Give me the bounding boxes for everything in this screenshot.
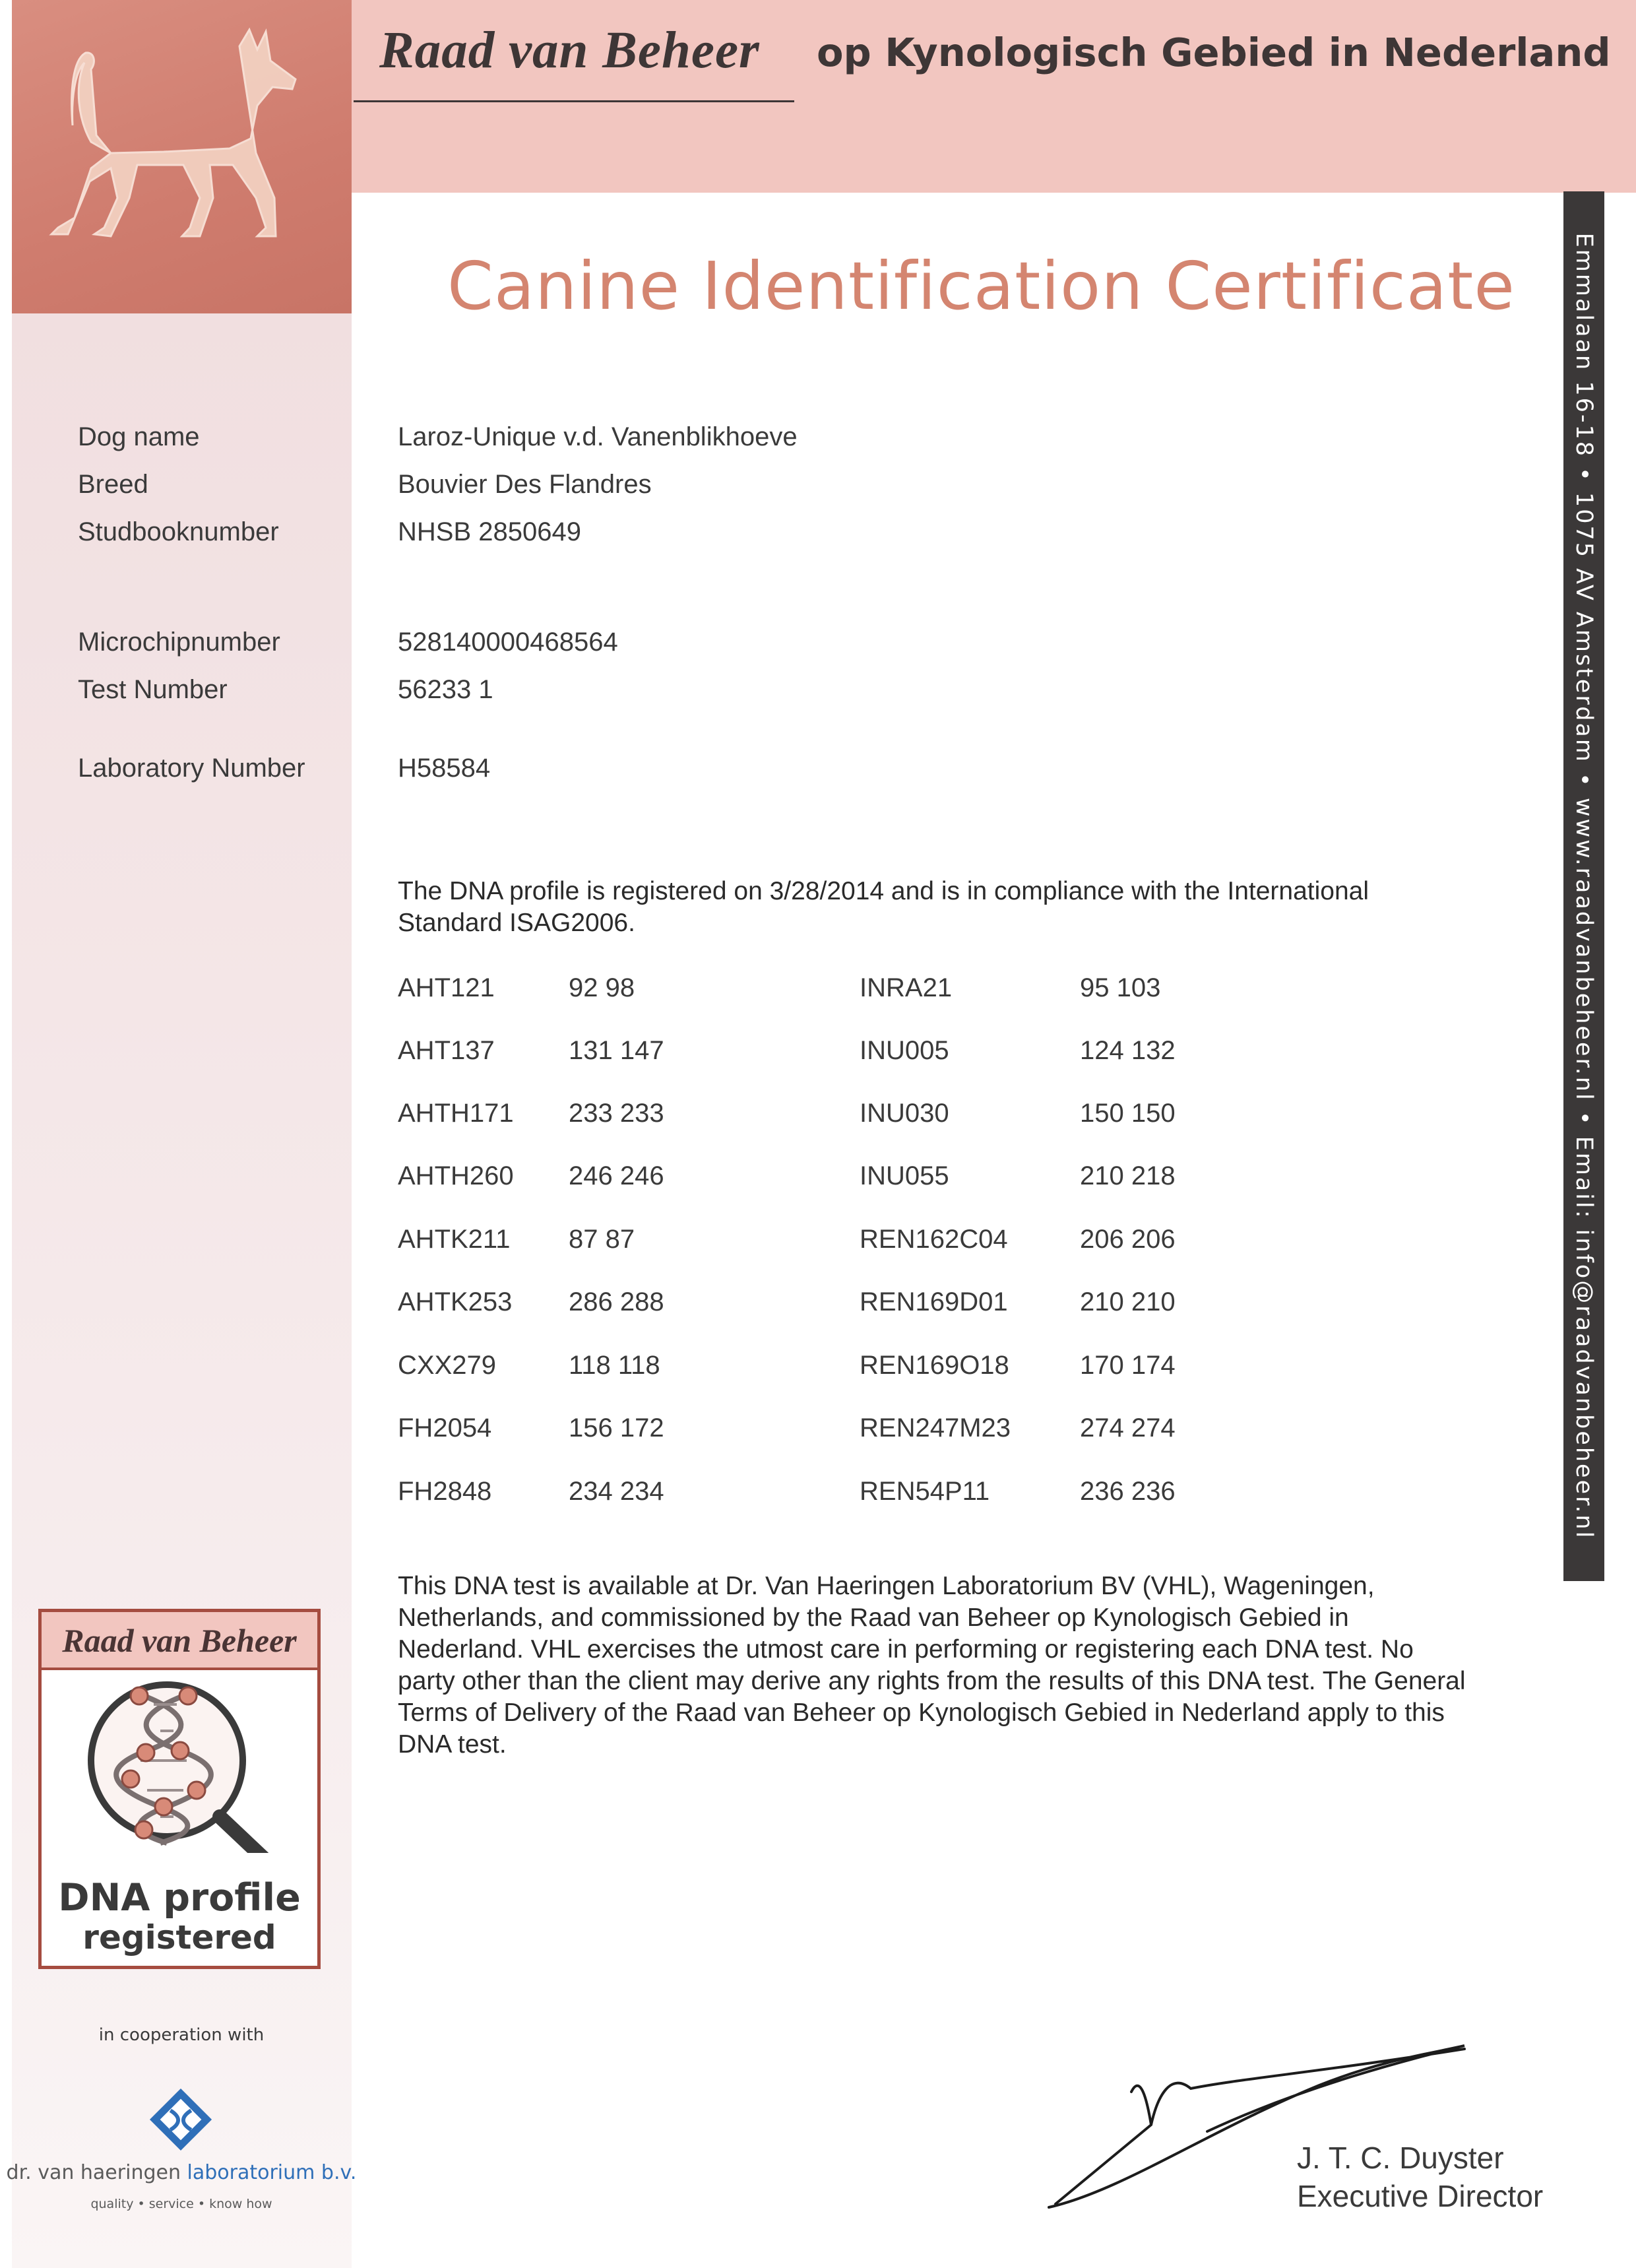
profile-statement: The DNA profile is registered on 3/28/2014 and is in compliance with the International Standard ISAG2006. — [398, 877, 1369, 937]
breed-label: Breed — [78, 470, 148, 499]
marker-alleles: 286 288 — [569, 1287, 664, 1316]
test-number-label: Test Number — [78, 675, 228, 704]
marker-locus: REN54P11 — [860, 1477, 990, 1506]
studbook-label: Studbooknumber — [78, 517, 279, 546]
lab-number-value: H58584 — [398, 754, 491, 783]
marker-locus: AHTK211 — [398, 1225, 511, 1254]
marker-alleles: 87 87 — [569, 1225, 635, 1254]
marker-row — [398, 1161, 1255, 1194]
dna-magnifier-icon — [61, 1675, 292, 1853]
marker-row — [398, 973, 1255, 1006]
left-sidebar-band — [12, 313, 352, 2268]
marker-row — [398, 1477, 1255, 1510]
marker-row — [398, 1225, 1255, 1258]
marker-row — [398, 1036, 1255, 1069]
marker-alleles: 206 206 — [1080, 1225, 1176, 1254]
lab-name-part2: laboratorium b.v. — [187, 2161, 357, 2184]
marker-alleles: 150 150 — [1080, 1099, 1176, 1128]
test-number-value: 56233 1 — [398, 675, 493, 704]
microchip-label: Microchipnumber — [78, 628, 280, 657]
marker-alleles: 95 103 — [1080, 973, 1161, 1002]
marker-locus: INU030 — [860, 1099, 949, 1128]
marker-locus: AHTH171 — [398, 1099, 514, 1128]
certificate-title: Canine Identification Certificate — [447, 247, 1515, 325]
marker-locus: REN247M23 — [860, 1413, 1011, 1442]
marker-locus: INU055 — [860, 1161, 949, 1190]
marker-locus: AHT121 — [398, 973, 495, 1002]
marker-alleles: 92 98 — [569, 973, 635, 1002]
cooperation-text: in cooperation with — [98, 2025, 265, 2045]
disclaimer-text: This DNA test is available at Dr. Van Haeringen Laboratorium BV (VHL), Wageningen, Netherlands, and commissioned by the Raad van Beheer op Kynologisch Gebied in Nederland. VHL exercises the utmost care in performing or registering each DNA test. No party other than the client may derive any rights from the results of this DNA test. The General Terms of Delivery of the Raad van Beheer op Kynologisch Gebied in Nederland apply to this DNA test. — [398, 1572, 1466, 1759]
marker-alleles: 233 233 — [569, 1099, 664, 1128]
lab-name — [0, 2161, 363, 2184]
marker-locus: REN169O18 — [860, 1351, 1009, 1380]
microchip-value: 528140000468564 — [398, 628, 618, 657]
dna-profile-seal — [38, 1609, 321, 1969]
marker-alleles: 170 174 — [1080, 1351, 1176, 1380]
org-name-italic: Raad van Beheer — [379, 22, 760, 79]
lab-name-part1: dr. van haeringen — [6, 2161, 187, 2184]
marker-locus: FH2054 — [398, 1413, 492, 1442]
dog-logo-icon — [12, 0, 352, 313]
marker-locus: INRA21 — [860, 973, 953, 1002]
marker-locus: CXX279 — [398, 1351, 496, 1380]
marker-alleles: 210 218 — [1080, 1161, 1176, 1190]
marker-row — [398, 1287, 1255, 1320]
signatory-name: J. T. C. Duyster — [1297, 2141, 1504, 2175]
seal-line2: registered — [82, 1918, 276, 1957]
org-name-rest: op Kynologisch Gebied in Nederland — [817, 30, 1611, 75]
marker-alleles: 274 274 — [1080, 1413, 1176, 1442]
marker-locus: FH2848 — [398, 1477, 492, 1506]
marker-locus: AHT137 — [398, 1036, 495, 1065]
header-underline — [354, 100, 794, 102]
marker-alleles: 156 172 — [569, 1413, 664, 1442]
marker-alleles: 246 246 — [569, 1161, 664, 1190]
marker-locus: REN162C04 — [860, 1225, 1008, 1254]
marker-alleles: 118 118 — [569, 1351, 660, 1380]
marker-locus: INU005 — [860, 1036, 949, 1065]
seal-title: Raad van Beheer — [62, 1622, 297, 1659]
lab-tagline: quality • service • know how — [90, 2197, 272, 2211]
marker-row — [398, 1099, 1255, 1132]
marker-locus: AHTK253 — [398, 1287, 513, 1316]
studbook-value: NHSB 2850649 — [398, 517, 581, 546]
seal-line1: DNA profile — [58, 1876, 301, 1920]
address-text: Emmalaan 16-18 • 1075 AV Amsterdam • www.raadvanbeheer.nl • Email: info@raadvanbeheer.nl — [1571, 232, 1597, 1540]
signatory-title: Executive Director — [1297, 2179, 1544, 2213]
lab-number-label: Laboratory Number — [78, 754, 305, 783]
breed-value: Bouvier Des Flandres — [398, 470, 652, 499]
marker-alleles: 131 147 — [569, 1036, 664, 1065]
marker-row — [398, 1351, 1255, 1384]
marker-alleles: 234 234 — [569, 1477, 664, 1506]
dog-name-label: Dog name — [78, 422, 200, 451]
dog-name-value: Laroz-Unique v.d. Vanenblikhoeve — [398, 422, 798, 451]
marker-alleles: 210 210 — [1080, 1287, 1176, 1316]
vhl-diamond-logo — [148, 2087, 213, 2152]
marker-row — [398, 1413, 1255, 1446]
marker-alleles: 236 236 — [1080, 1477, 1176, 1506]
marker-locus: AHTH260 — [398, 1161, 514, 1190]
marker-alleles: 124 132 — [1080, 1036, 1176, 1065]
marker-locus: REN169D01 — [860, 1287, 1008, 1316]
